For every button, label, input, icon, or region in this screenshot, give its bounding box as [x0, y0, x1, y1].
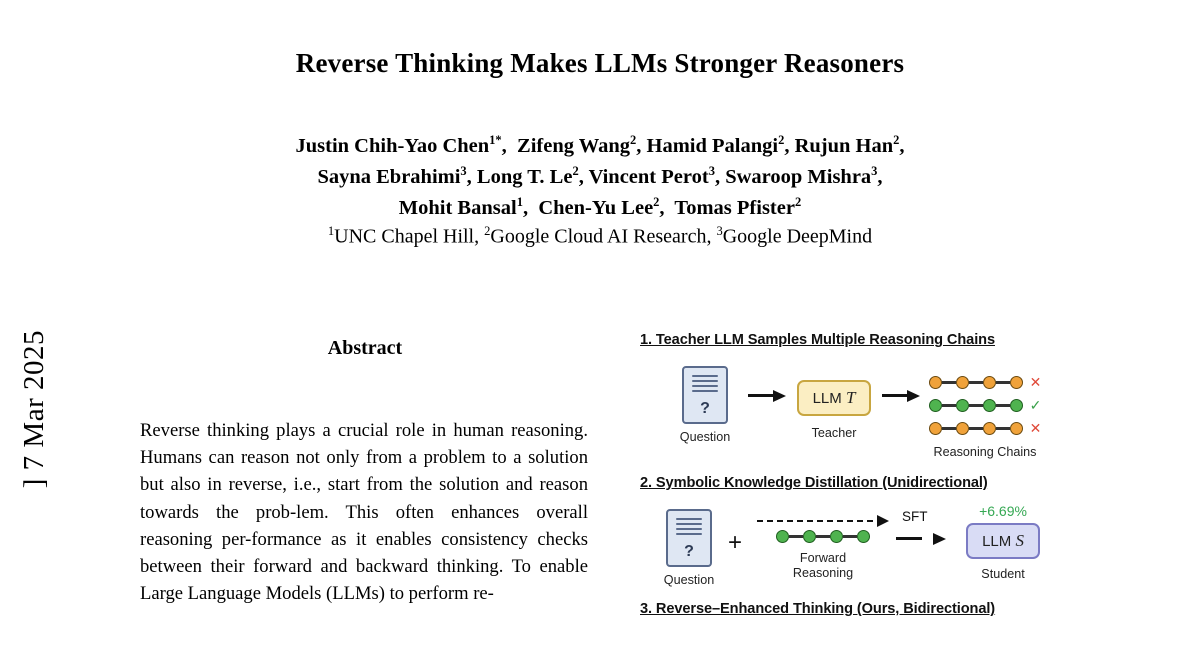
chain-node	[929, 399, 942, 412]
figure-panel-3	[640, 601, 1070, 617]
chain-link	[996, 381, 1010, 384]
panel-1-question-label: Question	[679, 430, 731, 444]
chain-node	[857, 530, 870, 543]
plus-sign: +	[728, 529, 743, 556]
chain-mark: ✕	[1029, 420, 1042, 436]
panel-3-caption: 3. Reverse–Enhanced Thinking (Ours, Bidirectional)	[640, 601, 996, 617]
chain-node	[929, 422, 942, 435]
method-figure	[640, 332, 1070, 617]
chain-node	[803, 530, 816, 543]
page-title: Reverse Thinking Makes LLMs Stronger Reasoners	[295, 48, 905, 78]
chain-node	[956, 376, 969, 389]
student-llm-label: LLM	[982, 533, 1012, 550]
improvement-badge: +6.69%	[979, 503, 1027, 519]
chain-link	[969, 404, 983, 407]
chain-link	[789, 535, 803, 538]
forward-label-line1: Forward	[799, 551, 847, 565]
forward-dashed-arrow	[757, 515, 889, 527]
chain-node	[929, 376, 942, 389]
teacher-llm-label: LLM	[812, 390, 842, 407]
chain-node	[983, 399, 996, 412]
chain-link	[942, 381, 956, 384]
chain-link	[996, 404, 1010, 407]
chain-node	[983, 422, 996, 435]
question-doc-icon	[682, 366, 728, 424]
chain-node	[1010, 399, 1023, 412]
chain-link	[843, 535, 857, 538]
doc-question-mark: ?	[700, 400, 710, 417]
reasoning-chain-row	[929, 397, 1042, 414]
panel-2-forward-label	[793, 551, 853, 581]
chain-node	[1010, 376, 1023, 389]
student-llm-box	[966, 523, 1040, 559]
chain-mark: ✕	[1029, 374, 1042, 390]
figure-panel-1	[640, 332, 1070, 459]
arrow-sft-to-student	[896, 531, 946, 545]
panel-2-caption: 2. Symbolic Knowledge Distillation (Unidirectional)	[640, 475, 988, 491]
chain-node	[776, 530, 789, 543]
chain-link	[969, 381, 983, 384]
panel-2-question-label: Question	[663, 573, 715, 587]
chain-node	[830, 530, 843, 543]
panel-1-teacher-label: Teacher	[811, 426, 857, 440]
author-list	[150, 128, 1050, 220]
chain-node	[1010, 422, 1023, 435]
chain-node	[956, 422, 969, 435]
author-line-2: Sayna Ebrahimi$^3$, Long T. Le$^2$, Vincent Perot$^3$, Swaroop Mishra$^3$,	[317, 163, 883, 188]
sft-label: SFT	[902, 509, 928, 524]
doc-question-mark: ?	[684, 543, 694, 560]
chain-mark: ✓	[1029, 397, 1042, 413]
chain-node	[983, 376, 996, 389]
teacher-llm-box	[797, 380, 872, 416]
abstract-body: Reverse thinking plays a crucial role in human reasoning. Humans can reason not only from a problem to a solution but also in reverse, i.e., start from the solution and reason towards the prob-lem. This often enhances overall reasoning per-formance as it enables consistency checks between their forward and backward thinking. To enable Large Language Models (LLMs) to perform re-	[140, 420, 588, 605]
author-line-3: Mohit Bansal$^1$, Chen-Yu Lee$^2$, Tomas Pfister$^2$	[398, 194, 802, 219]
panel-1-chains-label: Reasoning Chains	[933, 445, 1037, 459]
reasoning-chain-row	[929, 374, 1042, 391]
reasoning-chain-row	[929, 420, 1042, 437]
panel-1-caption: 1. Teacher LLM Samples Multiple Reasoning Chains	[640, 332, 995, 348]
affiliation-line: $^1$UNC Chapel Hill, $^2$Google Cloud AI Research, $^3$Google DeepMind	[327, 224, 873, 248]
doc-lines	[676, 518, 702, 535]
arrow-question-to-teacher	[748, 388, 786, 402]
chain-link	[942, 427, 956, 430]
abstract-heading: Abstract	[327, 337, 403, 359]
forward-label-line2: Reasoning	[792, 566, 854, 580]
chain-link	[996, 427, 1010, 430]
chain-link	[969, 427, 983, 430]
panel-2-student-label: Student	[981, 567, 1025, 581]
arrow-teacher-to-chains	[882, 388, 920, 402]
reasoning-chains-group	[929, 374, 1042, 437]
teacher-llm-symbol: T	[845, 388, 856, 407]
author-line-1: Justin Chih-Yao Chen$^{1*}$, Zifeng Wang$^2$, Hamid Palangi$^2$, Rujun Han$^2$,	[295, 133, 905, 157]
figure-panel-2	[640, 475, 1070, 587]
question-doc-icon	[666, 509, 712, 567]
arxiv-side-stamp: ] 7 Mar 2025	[18, 330, 50, 489]
chain-node	[956, 399, 969, 412]
chain-link	[942, 404, 956, 407]
doc-lines	[692, 375, 718, 392]
forward-reasoning-chain	[776, 530, 870, 543]
chain-link	[816, 535, 830, 538]
student-llm-symbol: S	[1015, 531, 1024, 550]
